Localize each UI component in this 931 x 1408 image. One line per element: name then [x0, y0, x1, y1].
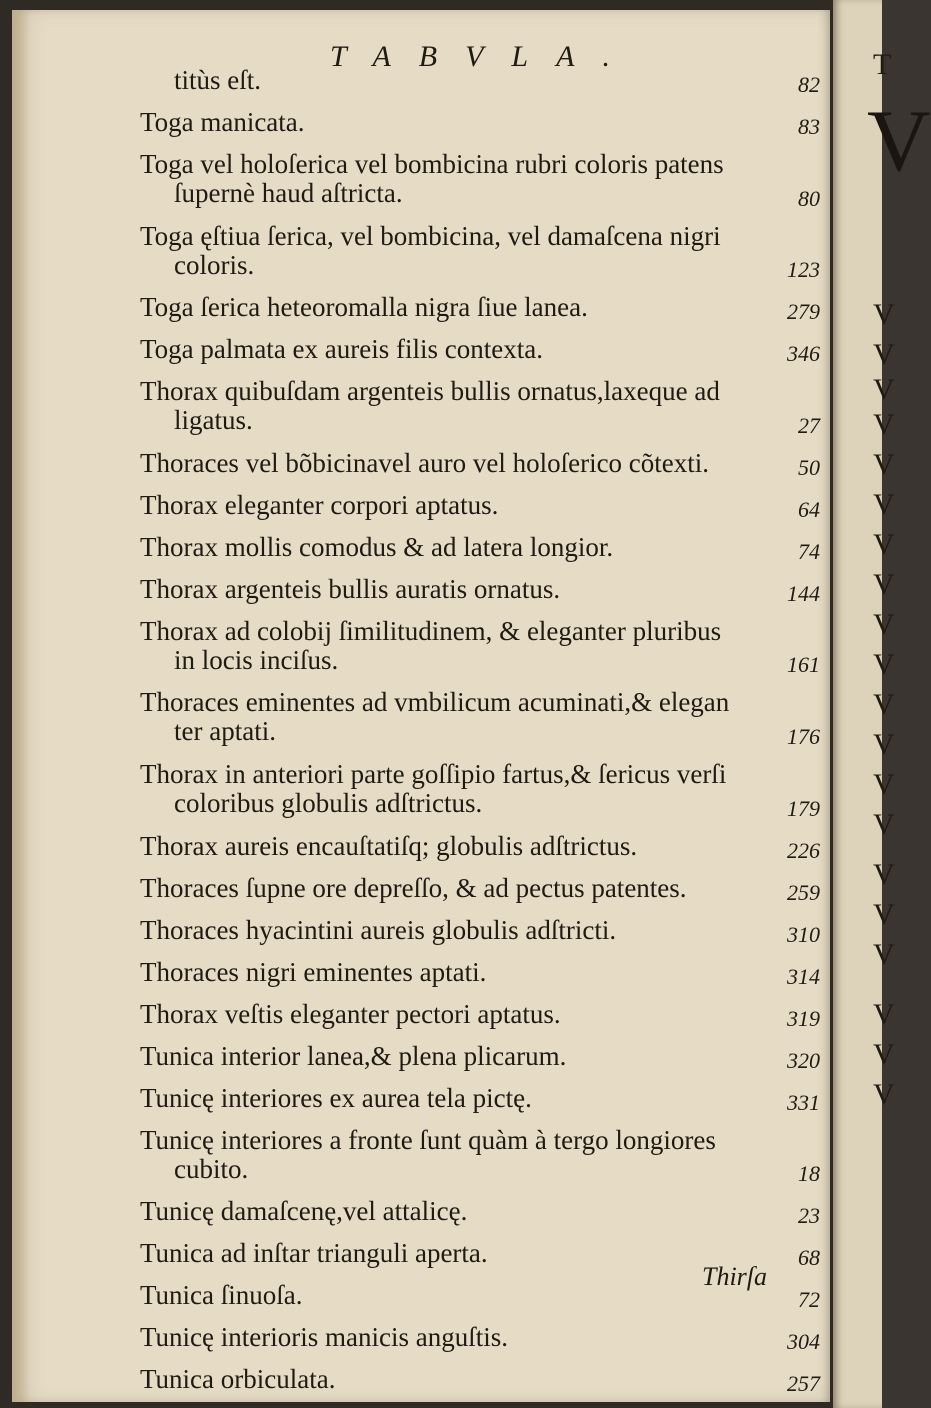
page-number: 64: [798, 496, 820, 522]
page-number: 319: [787, 1005, 820, 1031]
entry-text: Thoraces hyacintini aureis globulis adſtricti.: [140, 914, 617, 945]
page-number: 74: [798, 538, 820, 564]
running-head: TABVLA.: [330, 40, 638, 73]
page-number: 279: [787, 299, 820, 325]
facing-page-letter: V: [873, 688, 895, 721]
page-number: 320: [787, 1047, 820, 1073]
entry-text: Thorax aureis encauſtatiſq; globulis adſtrictus.: [140, 830, 638, 861]
page-number: 259: [787, 879, 820, 905]
facing-page-letter: V: [873, 728, 895, 761]
entry-continuation: in locis inciſus.: [174, 644, 339, 675]
index-entry: [140, 759, 820, 821]
entry-continuation: coloris.: [174, 249, 255, 280]
facing-page-letter: V: [873, 808, 895, 841]
index-entry: [140, 687, 820, 749]
entry-text: Thoraces ſupne ore depreſſo, & ad pectus patentes.: [140, 872, 687, 903]
page-number: 72: [798, 1287, 820, 1313]
index-entry: [140, 220, 820, 283]
index-entry: [140, 1124, 820, 1187]
entry-text: Tunicę interiores a fronte ſunt quàm à tergo longiores: [140, 1124, 716, 1155]
facing-page-letter: V: [873, 608, 895, 641]
entry-text: Thorax quibuſdam argenteis bullis ornatus,laxeque ad: [140, 376, 720, 407]
index-entry: [140, 491, 820, 520]
page-number: 27: [798, 412, 820, 438]
index-entry: [140, 575, 820, 604]
entry-continuation: ligatus.: [174, 405, 253, 436]
facing-page-initial: V: [867, 93, 931, 190]
entry-continuation: ter aptati.: [174, 716, 276, 747]
facing-page-letter: V: [873, 1078, 895, 1111]
entry-text: Tunica ad inſtar trianguli aperta.: [140, 1238, 488, 1269]
entry-text: Thoraces eminentes ad vmbilicum acuminati,& elegan: [140, 687, 730, 718]
entry-text: Toga vel holoſerica vel bombicina rubri coloris patens: [140, 149, 724, 179]
facing-page-letter: V: [873, 338, 895, 371]
index-entry: [140, 334, 820, 367]
facing-page-edge: [833, 0, 931, 1408]
entry-text: Tunica interior lanea,& plena plicarum.: [140, 1040, 567, 1071]
catchword: Thirſa: [702, 1262, 768, 1291]
page-number: 68: [798, 1245, 820, 1271]
entry-text: Thoraces vel bõbicinavel auro vel holoſerico cõtexti.: [140, 447, 710, 478]
index-entry: [140, 66, 820, 95]
page-number: 83: [798, 114, 820, 139]
page-number: 331: [787, 1089, 820, 1115]
entry-text: Thorax mollis comodus & ad latera longior.: [140, 531, 614, 562]
facing-page-letter: V: [873, 373, 895, 406]
entry-text: Thorax eleganter corpori aptatus.: [140, 489, 499, 520]
page-number: 314: [787, 963, 820, 989]
index-entry: [140, 533, 820, 562]
entry-text: Thorax in anteriori parte goſſipio fartus,& ſericus verſi: [140, 759, 727, 789]
entry-text: Thoraces nigri eminentes aptati.: [140, 956, 487, 987]
entry-continuation: cubito.: [174, 1153, 249, 1184]
entry-text: Tunicę interiores ex aurea tela pictę.: [140, 1082, 532, 1113]
page-number: 346: [787, 341, 820, 367]
index-entry: [140, 615, 820, 678]
index-entry: [140, 916, 820, 945]
facing-page-letter: V: [873, 298, 895, 331]
index-entry: [140, 1322, 820, 1355]
index-entry: [140, 149, 820, 211]
entry-continuation: coloribus globulis adſtrictus.: [174, 788, 483, 818]
index-entry: [140, 292, 820, 325]
facing-page-letter: V: [873, 898, 895, 931]
facing-page-letter: V: [873, 858, 895, 891]
entry-text: Toga palmata ex aureis filis contexta.: [140, 334, 543, 365]
index-entry: [140, 449, 820, 478]
page-number: 226: [787, 837, 820, 863]
page-number: 50: [798, 454, 820, 480]
index-entry: [140, 1196, 820, 1229]
facing-page-letter: V: [873, 768, 895, 801]
page-number: 304: [787, 1329, 820, 1355]
page-number: 176: [787, 723, 820, 749]
index-entry: [140, 1042, 820, 1071]
entry-text: Tunicę interioris manicis anguſtis.: [140, 1322, 508, 1353]
index-entry: [140, 376, 820, 438]
entry-text: Tunica ſinuoſa.: [140, 1280, 303, 1311]
page-gutter-shadow: [12, 10, 30, 1402]
entry-text: Tunica orbiculata.: [140, 1364, 336, 1395]
facing-page-letter: V: [873, 648, 895, 681]
page-number: 23: [798, 1203, 820, 1229]
facing-page-letter: V: [873, 408, 895, 441]
index-entry: [140, 832, 820, 861]
facing-page-letter: V: [873, 448, 895, 481]
entry-continuation: ſupernè haud aſtricta.: [174, 178, 403, 208]
index-entry: [140, 1364, 820, 1397]
entry-text: Thorax veſtis eleganter pectori aptatus.: [140, 998, 561, 1029]
index-entry: [140, 1084, 820, 1113]
page-number: 161: [787, 652, 820, 678]
index-entry: [140, 874, 820, 903]
page-number: 80: [798, 185, 820, 211]
facing-page-letter: V: [873, 568, 895, 601]
entry-text: Tunicę damaſcenę,vel attalicę.: [140, 1196, 468, 1227]
facing-page-letter: V: [873, 998, 895, 1031]
page-number: 18: [798, 1161, 820, 1187]
entry-continuation: titùs eſt.: [174, 65, 261, 95]
entry-text: Toga ſerica heteoromalla nigra ſiue lanea.: [140, 292, 588, 323]
facing-page-letter: V: [873, 938, 895, 971]
facing-page-letter: T: [873, 48, 892, 81]
entry-text: Thorax argenteis bullis auratis ornatus.: [140, 573, 561, 604]
index-entry: [140, 958, 820, 987]
facing-page-letter: V: [873, 1038, 895, 1071]
page-number: 123: [787, 257, 820, 283]
page-number: 310: [787, 921, 820, 947]
entry-text: Thorax ad colobij ſimilitudinem, & eleganter pluribus: [140, 615, 722, 646]
page-number: 82: [798, 72, 820, 97]
facing-page-letter: V: [873, 528, 895, 561]
entry-text: Toga ęſtiua ſerica, vel bombicina, vel damaſcena nigri: [140, 220, 721, 251]
index-entry: [140, 108, 820, 137]
page-number: 144: [787, 580, 820, 606]
index-entry: [140, 1000, 820, 1029]
page-number: 179: [787, 795, 820, 821]
entry-text: Toga manicata.: [140, 107, 305, 137]
facing-page-letter: V: [873, 488, 895, 521]
page-number: 257: [787, 1371, 820, 1397]
